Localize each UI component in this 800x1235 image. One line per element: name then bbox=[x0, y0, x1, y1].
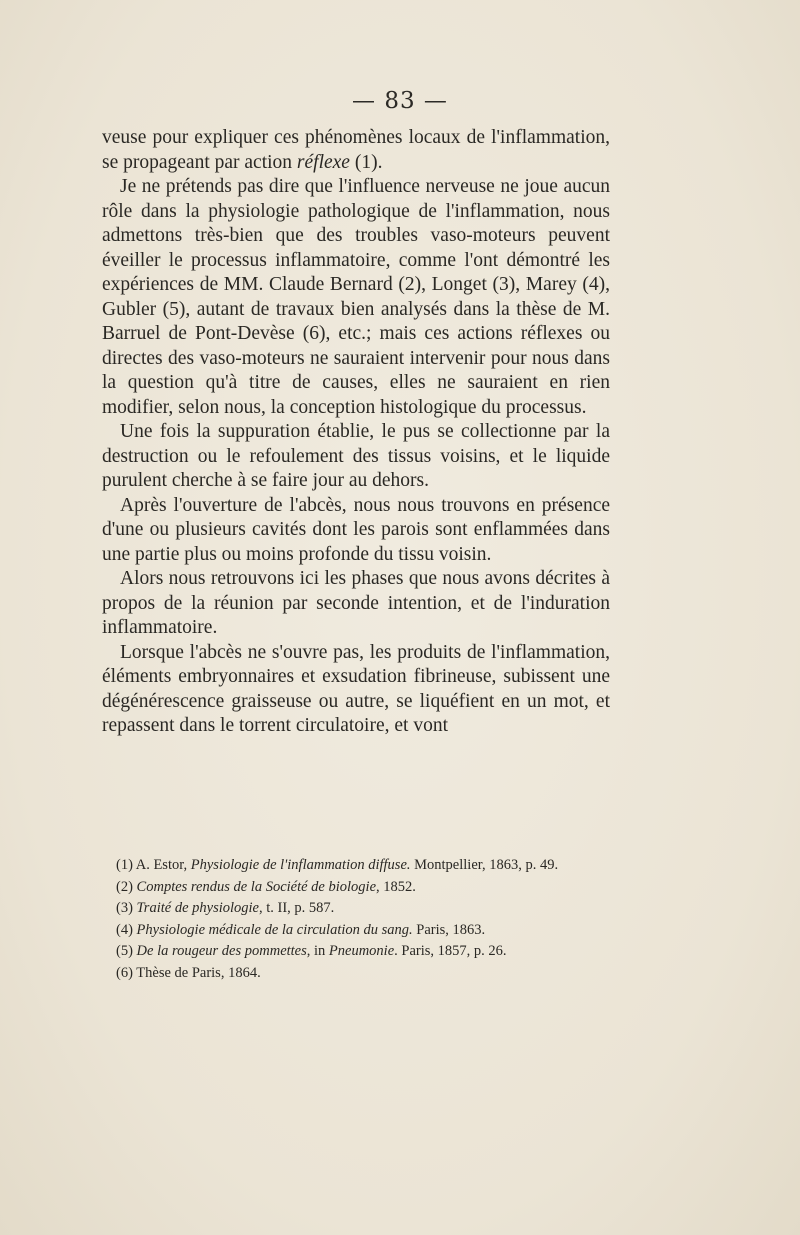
paragraph bbox=[102, 175, 610, 420]
text-segment: (6) Thèse de Paris, 1864. bbox=[116, 964, 261, 981]
text-segment: (2) bbox=[116, 878, 137, 895]
text-segment: , 1852. bbox=[376, 878, 416, 895]
italic-text: réflexe bbox=[296, 151, 350, 173]
text-segment: Lorsque l'abcès ne s'ouvre pas, les produits de l'inflammation, éléments embryonnaires et exsudation fibrineuse, subissent une dégénérescence graisseuse ou autre, se liquéfient en un mot, et repassent dans le torrent circulatoire, et vont bbox=[102, 641, 610, 736]
italic-text: De la rougeur des pommettes bbox=[136, 943, 307, 959]
paragraph bbox=[102, 641, 610, 739]
text-segment: Une fois la suppuration établie, le pus se collectionne par la destruction ou le refoulement des tissus voisins, et le liquide purulent cherche à se faire jour au dehors. bbox=[102, 421, 610, 491]
footnote bbox=[102, 877, 610, 899]
paragraph bbox=[102, 567, 610, 641]
text-segment: Alors nous retrouvons ici les phases que nous avons décrites à propos de la réunion par seconde intention, et de l'induration inflammatoire. bbox=[102, 568, 610, 638]
text-segment: (1) A. Estor, bbox=[116, 857, 191, 873]
paragraph bbox=[102, 126, 610, 175]
text-segment: Paris, 1863. bbox=[412, 921, 486, 938]
footnote bbox=[102, 963, 610, 985]
paragraph bbox=[102, 494, 610, 568]
text-segment: , in bbox=[306, 943, 329, 959]
italic-text: Physiologie médicale de la circulation du sang. bbox=[136, 921, 413, 938]
text-segment: Je ne prétends pas dire que l'influence nerveuse ne joue aucun rôle dans la physiologie pathologique de l'inflammation, nous admettons très-bien que des troubles vaso-moteurs peuvent éveiller le processus inflammatoire, comme l'ont démontré les expériences de MM. Claude Bernard (2), Longet (3), Marey (4), Gubler (5), autant de travaux bien analysés dans la thèse de M. Barruel de Pont-Devèse (6), etc.; mais ces actions réflexes ou directes des vaso-moteurs ne sauraient intervenir pour nous dans la question qu'à titre de causes, elles ne sauraient en rien modifier, selon nous, la conception histologique du processus. bbox=[102, 176, 610, 418]
main-text bbox=[102, 126, 610, 739]
footnote bbox=[102, 855, 610, 877]
italic-text: Comptes rendus de la Société de biologie bbox=[136, 878, 377, 895]
text-segment: veuse pour expliquer ces phénomènes locaux de l'inflammation, se propageant par action bbox=[102, 127, 610, 173]
text-segment: Après l'ouverture de l'abcès, nous nous trouvons en présence d'une ou plusieurs cavités dont les parois sont enflammées dans une partie plus ou moins profonde du tissu voisin. bbox=[102, 494, 610, 565]
text-segment: . Paris, 1857, p. 26. bbox=[394, 943, 507, 959]
paragraph bbox=[102, 420, 610, 494]
italic-text: Pneumonie bbox=[328, 943, 395, 959]
text-segment: (3) bbox=[116, 900, 137, 916]
text-segment: (5) bbox=[116, 943, 137, 959]
footnotes bbox=[102, 855, 610, 984]
text-segment: Montpellier, 1863, p. 49. bbox=[410, 857, 559, 873]
footnote bbox=[102, 920, 610, 942]
footnote bbox=[102, 941, 610, 963]
text-segment: , t. II, p. 587. bbox=[258, 900, 335, 916]
italic-text: Physiologie de l'inflammation diffuse. bbox=[190, 857, 411, 873]
italic-text: Traité de physiologie bbox=[136, 900, 259, 916]
text-segment: (4) bbox=[116, 921, 137, 938]
page-number: — 83 — bbox=[352, 88, 448, 114]
footnote bbox=[102, 898, 610, 920]
text-segment: (1). bbox=[349, 151, 383, 173]
